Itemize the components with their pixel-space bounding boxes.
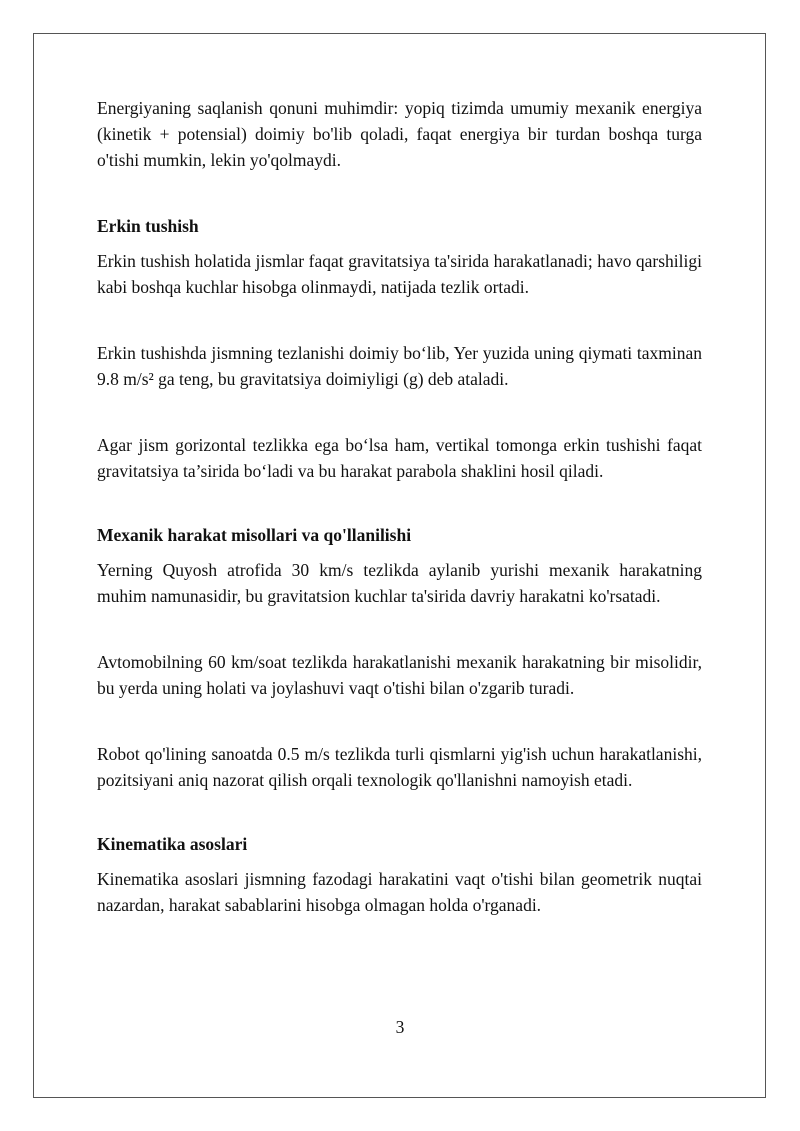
paragraph-free-fall-parabola: Agar jism gorizontal tezlikka ega bo‘lsa ham, vertikal tomonga erkin tushishi faqat gravitatsiya ta’sirida bo‘ladi va bu harakat parabola shaklini hosil qiladi. [97,435,702,481]
page-number: 3 [395,1017,405,1037]
paragraph-robot-arm: Robot qo'lining sanoatda 0.5 m/s tezlikda turli qismlarni yig'ish uchun harakatlanishi, pozitsiyani aniq nazorat qilish orqali texnologik qo'llanishni namoyish etadi. [97,744,702,790]
heading-free-fall: Erkin tushish [97,216,199,236]
heading-kinematics-basics: Kinematika asoslari [97,834,248,854]
page-content [97,95,702,918]
paragraph-earth-orbit: Yerning Quyosh atrofida 30 km/s tezlikda aylanib yurishi mexanik harakatning muhim namunasidir, bu gravitatsion kuchlar ta'sirida davriy harakatni ko'rsatadi. [97,560,702,606]
paragraph-car-motion: Avtomobilning 60 km/soat tezlikda harakatlanishi mexanik harakatning bir misolidir, bu yerda uning holati va joylashuvi vaqt o'tishi bilan o'zgarib turadi. [97,652,702,698]
paragraph-free-fall-definition: Erkin tushish holatida jismlar faqat gravitatsiya ta'sirida harakatlanadi; havo qarshiligi kabi boshqa kuchlar hisobga olinmaydi, natijada tezlik ortadi. [97,251,702,297]
paragraph-energy-conservation: Energiyaning saqlanish qonuni muhimdir: yopiq tizimda umumiy mexanik energiya (kinetik + potensial) doimiy bo'lib qoladi, faqat energiya bir turdan boshqa turga o'tishi mumkin, lekin yo'qolmaydi. [97,98,702,170]
heading-mechanical-motion-examples: Mexanik harakat misollari va qo'llanilishi [97,525,412,545]
paragraph-free-fall-acceleration: Erkin tushishda jismning tezlanishi doimiy bo‘lib, Yer yuzida uning qiymati taxminan 9.8 m/s² ga teng, bu gravitatsiya doimiyligi (g) deb ataladi. [97,343,702,389]
paragraph-kinematics-definition: Kinematika asoslari jismning fazodagi harakatini vaqt o'tishi bilan geometrik nuqtai nazardan, harakat sabablarini hisobga olmagan holda o'rganadi. [97,869,702,915]
